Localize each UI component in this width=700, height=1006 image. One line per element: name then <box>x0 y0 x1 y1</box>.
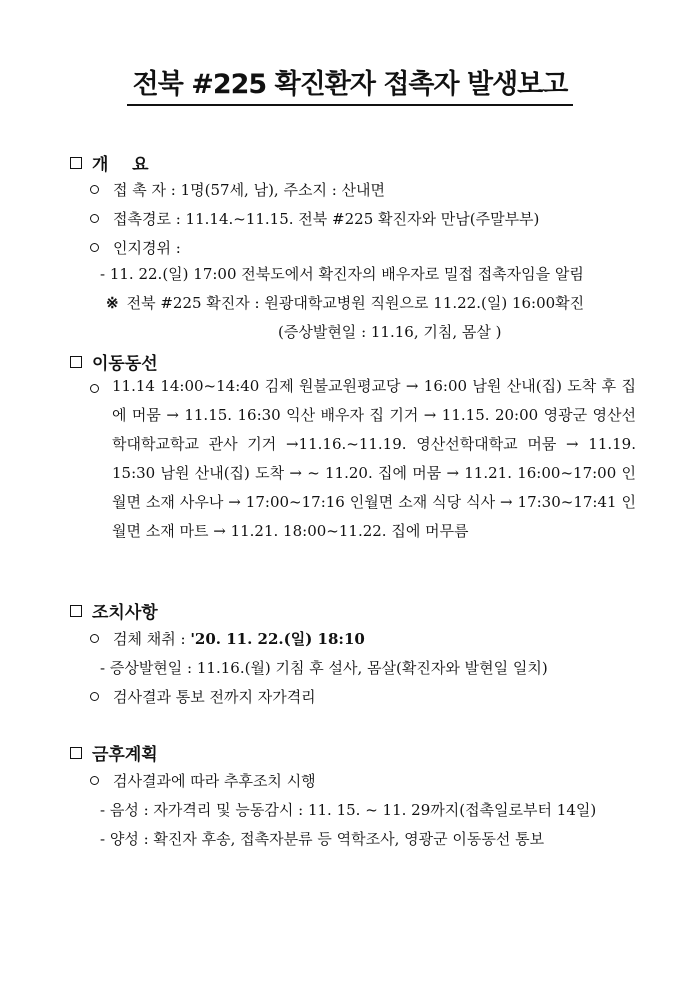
circle-bullet-icon <box>90 243 99 252</box>
section-overview-label: 개 요 <box>92 155 149 175</box>
square-icon <box>70 157 82 169</box>
section-plan-label: 금후계획 <box>92 745 158 765</box>
measures-test-label: 검체 채취 : <box>113 630 191 648</box>
section-plan-heading <box>70 740 158 765</box>
section-measures-label: 조치사항 <box>92 603 158 623</box>
measures-isolation-text: 검사결과 통보 전까지 자가격리 <box>113 688 316 706</box>
square-icon <box>70 747 82 759</box>
movement-text: 11.14 14:00~14:40 김제 원불교원평교당 → 16:00 남원 산내(집) 도착 후 집에 머뭄 → 11.15. 16:30 익산 배우자 집 기거 → 11.15. 20:00 영광군 영산선학대학교학교 관사 기거 →11.16.~11.19. 영산선학대학교 머뭄 → 11.19. 15:30 남원 산내(집) 도착 → ~ 11.20. 집에 머뭄 → 11.21. 16:00~17:00 인월면 소재 사우나 → 17:00~17:16 인월면 소재 식당 식사 → 17:30~17:41 인월면 소재 마트 → 11.21. 18:00~11.22. 집에 머무름 <box>112 377 636 540</box>
overview-route <box>90 209 539 229</box>
page-title: 전북 #225 확진환자 접촉자 발생보고 <box>127 68 574 106</box>
section-overview-heading <box>70 150 149 175</box>
measures-test <box>90 629 365 649</box>
measures-test-date: '20. 11. 22.(일) 18:10 <box>190 630 365 648</box>
section-movement-heading <box>70 349 158 374</box>
circle-bullet-icon <box>90 692 99 701</box>
overview-awareness <box>90 238 181 258</box>
overview-awareness-detail: - 11. 22.(일) 17:00 전북도에서 확진자의 배우자로 밀접 접촉자임을 알림 <box>100 265 584 283</box>
circle-bullet-icon <box>90 185 99 194</box>
overview-note-symptom: (증상발현일 : 11.16, 기침, 몸살 ) <box>278 323 502 341</box>
square-icon <box>70 356 82 368</box>
square-icon <box>70 605 82 617</box>
circle-bullet-icon <box>90 634 99 643</box>
circle-bullet-icon <box>90 214 99 223</box>
circle-bullet-icon <box>90 384 99 393</box>
plan-followup <box>90 771 316 791</box>
overview-note-text: 전북 #225 확진자 : 원광대학교병원 직원으로 11.22.(일) 16:00확진 <box>126 294 585 312</box>
section-measures-heading <box>70 598 158 623</box>
overview-note <box>106 293 584 313</box>
plan-negative: - 음성 : 자가격리 및 능동감시 : 11. 15. ~ 11. 29까지(접촉일로부터 14일) <box>100 801 597 819</box>
section-movement-label: 이동동선 <box>92 354 158 374</box>
circle-bullet-icon <box>90 776 99 785</box>
reference-mark: ※ <box>106 294 119 312</box>
overview-contact <box>90 180 385 200</box>
overview-route-text: 접촉경로 : 11.14.~11.15. 전북 #225 확진자와 만남(주말부부) <box>113 210 540 228</box>
title-area <box>0 68 700 106</box>
overview-contact-text: 접 촉 자 : 1명(57세, 남), 주소지 : 산내면 <box>113 181 386 199</box>
overview-awareness-text: 인지경위 : <box>113 239 181 257</box>
measures-symptom: - 증상발현일 : 11.16.(월) 기침 후 설사, 몸살(확진자와 발현일 일치) <box>100 659 548 677</box>
plan-followup-text: 검사결과에 따라 추후조치 시행 <box>113 772 316 790</box>
plan-positive: - 양성 : 확진자 후송, 접촉자분류 등 역학조사, 영광군 이동동선 통보 <box>100 830 545 848</box>
measures-isolation <box>90 687 316 707</box>
